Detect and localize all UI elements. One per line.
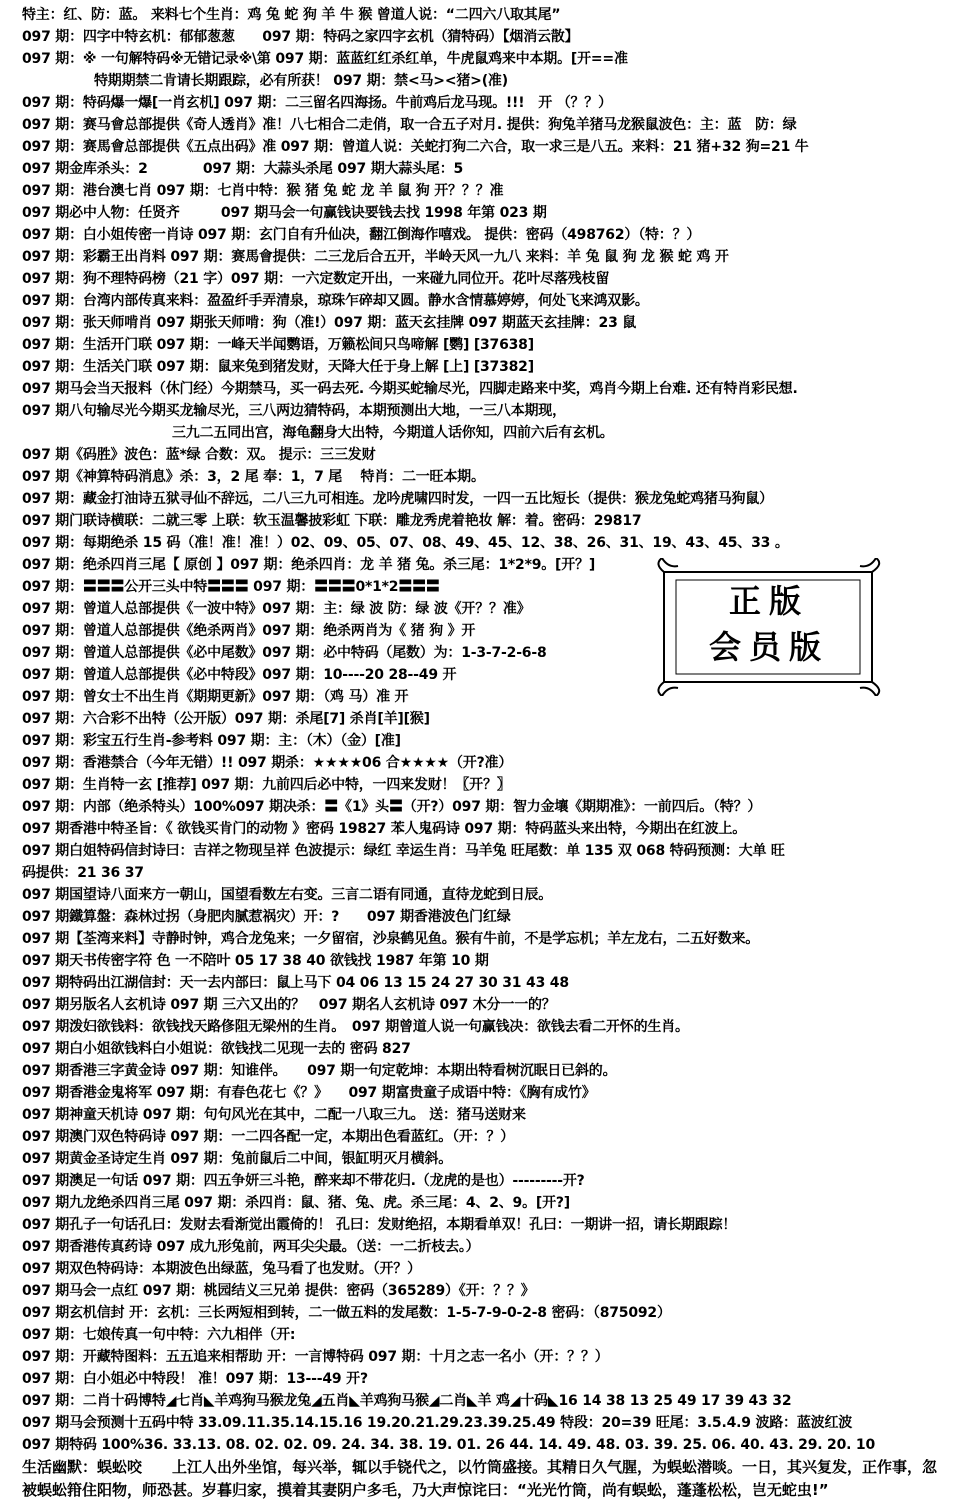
text-line: 097 期：七娘传真一句中特：六九相伴（开: (22, 1327, 296, 1343)
text-line: 097 期：藏金打油诗五狱寻仙不辞远，二八三九可相连。龙吟虎啸四时发，一四一五比短长（提供：猴龙兔蛇鸡猪马狗鼠） (22, 491, 773, 507)
document-body (22, 4, 942, 1502)
text-line: 097 期特码 100%36. 33.13. 08. 02. 02. 09. 24. 34. 38. 19. 01. 26 44. 14. 49. 48. 03. 39. 25. 06. 40. 43. 29. 20. 10 (22, 1437, 875, 1453)
text-line: 097 期澳足一句话 097 期：四五争妍三斗艳，醉来却不带花归.（龙虎的是也）---------开? (22, 1173, 585, 1189)
text-line: 097 期：港台澳七肖 097 期：七肖中特：猴 猪 兔 蛇 龙 羊 鼠 狗 开？？？准 (22, 183, 504, 199)
text-line: 097 期：赛马會总部提供《奇人透肖》准！八七相合二走俏，取一合五子对月. 提供：狗兔羊猪马龙猴鼠波色：主：蓝 防：绿 (22, 117, 797, 133)
text-line: 097 期：特码爆一爆[一肖玄机] 097 期：二三留名四海扬。牛前鸡后龙马现。!!! 开 （？？） (22, 95, 612, 111)
text-line: 097 期九龙绝杀四肖三尾 097 期：杀四肖：鼠、猪、兔、虎。杀三尾：4、2、9。[开?] (22, 1195, 571, 1211)
text-line: 097 期马会预测十五码中特 33.09.11.35.14.15.16 19.20.21.29.23.39.25.49 特段：20=39 旺尾：3.5.4.9 波路：蓝波红波 (22, 1415, 853, 1431)
text-line: 097 期：香港禁合（今年无错）!! 097 期杀：★★★★06 合★★★★（开?准） (22, 755, 513, 771)
text-line: 097 期香港中特圣旨：《 欲钱买肯门的动物 》密码 19827 苯人鬼码诗 097 期：特码蓝头来出特，今期出在红波上。 (22, 821, 747, 837)
text-line: 097 期：曾道人总部提供《绝杀两肖》097 期：绝杀两肖为《 猪 狗 》开 (22, 623, 476, 639)
text-line: 097 期：曾女士不出生肖《期期更新》097 期：（鸡 马）准 开 (22, 689, 409, 705)
text-line: 097 期白姐特码信封诗曰：吉祥之物现呈祥 色波提示：绿红 幸运生肖：马羊兔 旺尾数：单 135 双 068 特码预测：大单 旺 (22, 843, 785, 859)
text-line: 097 期《码胜》波色：蓝*绿 合数：双。 提示：三三发财 (22, 447, 376, 463)
text-line: 097 期：彩霸王出肖料 097 期：赛馬會提供：二三龙后合五开，半岭天风一九八 来料：羊 兔 鼠 狗 龙 猴 蛇 鸡 开 (22, 249, 729, 265)
text-line: 097 期：四字中特玄机：郁郁葱葱 097 期：特码之家四字玄机（猜特码）【烟消云散】 (22, 29, 579, 45)
text-line: 097 期香港金鬼将军 097 期：有春色花七《？》 097 期富贵童子成语中特：《胸有成竹》 (22, 1085, 596, 1101)
text-line: 三九二五同出宫，海龟翻身大出特，今期道人话你知，四前六后有玄机。 (172, 425, 614, 441)
text-line: 097 期：曾道人总部提供《必中特段》097 期：10----20 28--49 开 (22, 667, 457, 683)
text-line: 097 期香港三字黄金诗 097 期：知谁伴。 097 期一句定乾坤：本期出特看树沉眠日已斜的。 (22, 1063, 617, 1079)
humor-paragraph: 生活幽默：蜈蚣咬 上江人出外坐馆，每兴举，辄以手铙代之，以竹筒盛接。其精日久气腥，为蜈蚣潜啖。一日，其兴复发，正作事，忽被蜈蚣箝住阳物，师恐甚。岁暮归家，摸着其妻阴户多毛，乃大声惊诧曰：“光光竹筒，尚有蜈蚣，蓬蓬松松，岂无蛇虫!” (22, 1458, 938, 1499)
text-line: 097 期双色特码诗：本期波色出绿蓝，兔马看了也发财。（开？） (22, 1261, 421, 1277)
text-line: 097 期：曾道人总部提供《一波中特》097 期：主：绿 波 防：绿 波《开？？准》 (22, 601, 531, 617)
text-line: 097 期：每期绝杀 15 码（准！准！准！）02、09、05、07、08、49、45、12、38、26、31、19、43、45、33 。 (22, 535, 789, 551)
text-line: 097 期：白小姐必中特段！ 准！097 期：13---49 开? (22, 1371, 368, 1387)
text-line: 097 期天书传密字符 色 一不陪叶 05 17 38 40 欲钱找 1987 年第 10 期 (22, 953, 489, 969)
text-line: 097 期门联诗横联：二就三零 上联：软玉温馨披彩虹 下联：雕龙秀虎着艳妆 解：着。密码：29817 (22, 513, 642, 529)
text-line: 097 期：开藏特图料：五五追来相帮助 开：一言博特码 097 期：十月之志一名小（开：？？） (22, 1349, 609, 1365)
text-line: 097 期：绝杀四肖三尾【 原创 】097 期：绝杀四肖：龙 羊 猪 兔。杀三尾：1*2*9。[开？] (22, 557, 596, 573)
text-line: 097 期：曾道人总部提供《必中尾数》097 期：必中特码（尾数）为：1-3-7-2-6-8 (22, 645, 547, 661)
text-line: 097 期澳门双色特码诗 097 期：一二四各配一定，本期出色看蓝红。（开：？） (22, 1129, 515, 1145)
text-line: 097 期特码出江湖信封：天一去内部曰：鼠上马下 04 06 13 15 24 27 30 31 43 48 (22, 975, 569, 991)
text-line: 097 期香港传真药诗 097 成九形兔前，两耳尖尖最。（送：一二折枝去。） (22, 1239, 480, 1255)
text-line: 097 期马会当天报料（休门经）今期禁马，买一码去死. 今期买蛇输尽光，四脚走路来中奖，鸡肖今期上台难. 还有特肖彩民想. (22, 381, 798, 397)
text-line: 码提供：21 36 37 (22, 865, 144, 881)
text-line: 097 期马会一点红 097 期：桃园结义三兄弟 提供：密码（365289）《开：？？》 (22, 1283, 535, 1299)
text-line: 097 期【荃湾来料】寺静时钟，鸡合龙兔来；一夕留宿，沙泉鹤见鱼。猴有牛前，不是学忘机；羊左龙右，二五好数来。 (22, 931, 760, 947)
text-line: 097 期另版名人玄机诗 097 期 三六又出的？ 097 期名人玄机诗 097 木分一一的？ (22, 997, 556, 1013)
text-line: 097 期白小姐欲钱料白小姐说：欲钱找二见现一去的 密码 827 (22, 1041, 411, 1057)
text-line: 097 期八句输尽光今期买龙输尽光，三八两边猜特码，本期预测出大地，一三八本期现， (22, 403, 566, 419)
text-line: 097 期：二肖十码博特◢七肖◣羊鸡狗马猴龙兔◢五肖◣羊鸡狗马猴◢二肖◣羊 鸡◢十码◣16 14 38 13 25 49 17 39 43 32 (22, 1393, 792, 1409)
text-line: 097 期神童天机诗 097 期：句句风光在其中，二配一八取三九。 送：猪马送财来 (22, 1107, 526, 1123)
member-edition-banner (654, 558, 884, 696)
text-line: 097 期玄机信封 开：玄机：三长两短相到转，二一做五料的发尾数：1-5-7-9-0-2-8 密码：（875092） (22, 1305, 671, 1321)
text-line: 097 期必中人物：任贤齐 097 期马会一句赢钱诀要钱去找 1998 年第 023 期 (22, 205, 547, 221)
text-line: 097 期黄金圣诗定生肖 097 期：兔前鼠后二中间，银缸明灭月横斜。 (22, 1151, 453, 1167)
text-line: 097 期：台湾内部传真来料：盈盈纤手弄清泉，琼珠乍碎却又圆。静水含情慕婷婷，何处飞来鸿双影。 (22, 293, 649, 309)
text-line: 097 期：生肖特一玄 [推荐] 097 期：九前四后必中特，一四来发财！〖开？〗 (22, 777, 511, 793)
text-line: 097 期：赛馬會总部提供《五点出码》准 097 期：曾道人说：关蛇打狗二六合，取一求三是八五。来料：21 猪+32 狗=21 牛 (22, 139, 809, 155)
banner-line-1: 正版 (728, 582, 809, 620)
text-line: 097 期：〓〓〓公开三头中特〓〓〓 097 期：〓〓〓0*1*2〓〓〓 (22, 579, 440, 595)
text-line: 097 期：※ 一句解特码※无错记录※\第 097 期：蓝蓝红红杀红单，牛虎鼠鸡来中本期。[开==准 (22, 51, 628, 67)
text-line: 097 期：六合彩不出特（公开版）097 期：杀尾[7] 杀肖[羊][猴] (22, 711, 430, 727)
text-line: 097 期：狗不理特码榜（21 字）097 期：一六定数定开出，一来碰九同位开。花叶尽落残枝留 (22, 271, 610, 287)
text-line: 097 期《神算特码消息》杀：3，2 尾 奉：1，7 尾 特肖：二一旺本期。 (22, 469, 485, 485)
text-line: 097 期鐵算盤：森林过拐（身肥肉腻惹祸灾）开：? 097 期香港波色门红绿 (22, 909, 511, 925)
text-line: 特期期禁二肯请长期跟踪，必有所获！ 097 期：禁<马><猪>(准) (94, 73, 508, 89)
text-line: 097 期：生活关门联 097 期：鼠来兔到猪发财，天降大任于身上解 [上] [37382] (22, 359, 534, 375)
text-line: 097 期：生活开门联 097 期：一峰天半闻鹦语，万籁松间只鸟啼解 [鹦] [37638] (22, 337, 534, 353)
text-line: 097 期：彩宝五行生肖-参考料 097 期：主：（木）（金）[准] (22, 733, 401, 749)
text-line: 097 期国望诗八面来方一朝山，国望看数左右变。三言二语有同通，直待龙蛇到日辰。 (22, 887, 553, 903)
text-line: 097 期泼妇欲钱料：欲钱找天路俢阻无梁州的生肖。 097 期曾道人说一句赢钱决：欲钱去看二开怀的生肖。 (22, 1019, 689, 1035)
text-line: 097 期孔子一句话孔曰：发财去看渐觉出霞倚的！ 孔曰：发财绝招，本期看单双！孔曰：一期讲一招，请长期跟踪！ (22, 1217, 737, 1233)
text-line: 097 期：内部（绝杀特头）100%097 期决杀：〓《1》头〓（开?）097 期：智力金壤《期期准》：一前四后。（特？） (22, 799, 762, 815)
text-line: 特主：红、防：蓝。 来料七个生肖：鸡 兔 蛇 狗 羊 牛 猴 曾道人说：“二四六八取其尾” (22, 7, 561, 23)
text-line: 097 期金库杀头：2 097 期：大蒜头杀尾 097 期大蒜头尾：5 (22, 161, 464, 177)
banner-line-2: 会员版 (708, 628, 829, 666)
text-line: 097 期：白小姐传密一肖诗 097 期：玄门自有升仙决，翻江倒海作嘻戏。 提供：密码（498762）（特：？） (22, 227, 701, 243)
text-line: 097 期：张天师啃肖 097 期张天师啃：狗（准!）097 期：蓝天玄挂牌 097 期蓝天玄挂牌：23 鼠 (22, 315, 637, 331)
